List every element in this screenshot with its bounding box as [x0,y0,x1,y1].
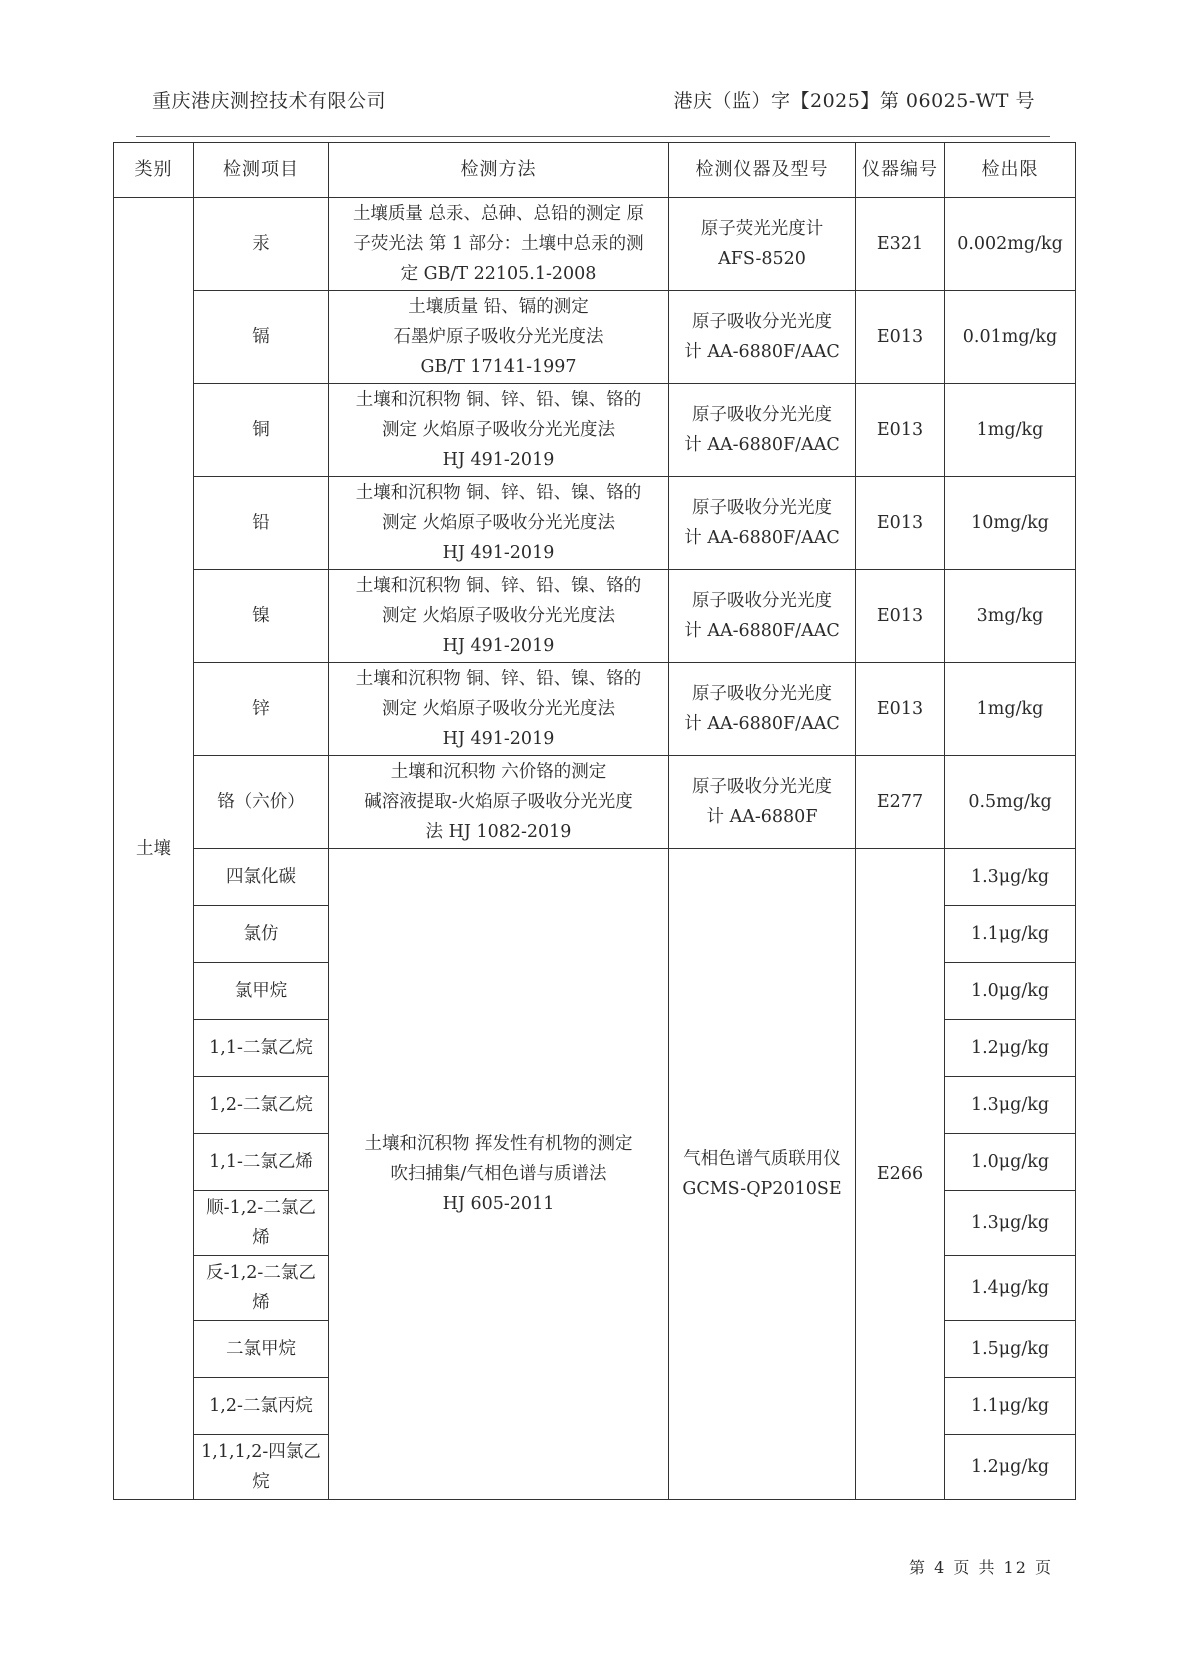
item-cell: 氯仿 [194,906,329,963]
column-header: 检测仪器及型号 [669,143,856,198]
instrument-id-cell: E266 [856,849,945,1500]
item-cell: 反-1,2-二氯乙 烯 [194,1256,329,1321]
table-row [114,384,1076,477]
limit-cell: 1.0μg/kg [945,1134,1076,1191]
table-row [114,849,1076,906]
item-cell: 1,1-二氯乙烯 [194,1134,329,1191]
limit-cell: 1.1μg/kg [945,1378,1076,1435]
item-cell: 锌 [194,663,329,756]
item-cell: 铅 [194,477,329,570]
table-header-row [114,143,1076,198]
method-cell: 土壤和沉积物 铜、锌、铅、镍、铬的 测定 火焰原子吸收分光光度法 HJ 491-2019 [329,477,669,570]
limit-cell: 1mg/kg [945,384,1076,477]
item-cell: 四氯化碳 [194,849,329,906]
table-row [114,291,1076,384]
column-header: 检测项目 [194,143,329,198]
instrument-id-cell: E013 [856,663,945,756]
limit-cell: 1.1μg/kg [945,906,1076,963]
item-cell: 汞 [194,198,329,291]
item-cell: 二氯甲烷 [194,1321,329,1378]
instrument-cell: 原子荧光光度计 AFS-8520 [669,198,856,291]
page-number: 第 4 页 共 12 页 [909,1558,1053,1577]
method-cell: 土壤质量 总汞、总砷、总铅的测定 原 子荧光法 第 1 部分：土壤中总汞的测 定 GB/T 22105.1-2008 [329,198,669,291]
item-cell: 氯甲烷 [194,963,329,1020]
column-header: 检测方法 [329,143,669,198]
instrument-cell: 原子吸收分光光度 计 AA-6880F/AAC [669,384,856,477]
instrument-cell: 原子吸收分光光度 计 AA-6880F/AAC [669,477,856,570]
limit-cell: 10mg/kg [945,477,1076,570]
method-cell: 土壤和沉积物 铜、锌、铅、镍、铬的 测定 火焰原子吸收分光光度法 HJ 491-2019 [329,570,669,663]
limit-cell: 0.5mg/kg [945,756,1076,849]
instrument-cell: 原子吸收分光光度 计 AA-6880F [669,756,856,849]
limit-cell: 1.3μg/kg [945,849,1076,906]
category-cell: 土壤 [114,198,194,1500]
item-cell: 镉 [194,291,329,384]
item-cell: 1,2-二氯乙烷 [194,1077,329,1134]
method-cell: 土壤和沉积物 挥发性有机物的测定 吹扫捕集/气相色谱与质谱法 HJ 605-2011 [329,849,669,1500]
method-cell: 土壤和沉积物 铜、锌、铅、镍、铬的 测定 火焰原子吸收分光光度法 HJ 491-2019 [329,384,669,477]
method-cell: 土壤和沉积物 六价铬的测定 碱溶液提取-火焰原子吸收分光光度 法 HJ 1082-2019 [329,756,669,849]
item-cell: 镍 [194,570,329,663]
limit-cell: 0.002mg/kg [945,198,1076,291]
instrument-cell: 原子吸收分光光度 计 AA-6880F/AAC [669,291,856,384]
detection-method-table [113,142,1076,1500]
item-cell: 顺-1,2-二氯乙 烯 [194,1191,329,1256]
method-cell: 土壤质量 铅、镉的测定 石墨炉原子吸收分光光度法 GB/T 17141-1997 [329,291,669,384]
instrument-id-cell: E013 [856,291,945,384]
column-header: 类别 [114,143,194,198]
instrument-id-cell: E013 [856,477,945,570]
limit-cell: 3mg/kg [945,570,1076,663]
header-divider [136,136,1050,137]
limit-cell: 0.01mg/kg [945,291,1076,384]
instrument-id-cell: E013 [856,384,945,477]
method-cell: 土壤和沉积物 铜、锌、铅、镍、铬的 测定 火焰原子吸收分光光度法 HJ 491-2019 [329,663,669,756]
item-cell: 铬（六价） [194,756,329,849]
table-row [114,477,1076,570]
item-cell: 铜 [194,384,329,477]
instrument-cell: 原子吸收分光光度 计 AA-6880F/AAC [669,663,856,756]
limit-cell: 1mg/kg [945,663,1076,756]
table-row [114,663,1076,756]
limit-cell: 1.3μg/kg [945,1077,1076,1134]
item-cell: 1,1-二氯乙烷 [194,1020,329,1077]
column-header: 检出限 [945,143,1076,198]
item-cell: 1,2-二氯丙烷 [194,1378,329,1435]
limit-cell: 1.3μg/kg [945,1191,1076,1256]
table-row [114,198,1076,291]
limit-cell: 1.4μg/kg [945,1256,1076,1321]
instrument-id-cell: E321 [856,198,945,291]
limit-cell: 1.2μg/kg [945,1435,1076,1500]
limit-cell: 1.2μg/kg [945,1020,1076,1077]
table-row [114,570,1076,663]
instrument-id-cell: E277 [856,756,945,849]
table-row [114,756,1076,849]
report-number: 港庆（监）字【2025】第 06025-WT 号 [673,90,1035,112]
instrument-cell: 原子吸收分光光度 计 AA-6880F/AAC [669,570,856,663]
instrument-cell: 气相色谱气质联用仪 GCMS-QP2010SE [669,849,856,1500]
limit-cell: 1.5μg/kg [945,1321,1076,1378]
company-name: 重庆港庆测控技术有限公司 [152,90,387,112]
limit-cell: 1.0μg/kg [945,963,1076,1020]
item-cell: 1,1,1,2-四氯乙 烷 [194,1435,329,1500]
column-header: 仪器编号 [856,143,945,198]
instrument-id-cell: E013 [856,570,945,663]
